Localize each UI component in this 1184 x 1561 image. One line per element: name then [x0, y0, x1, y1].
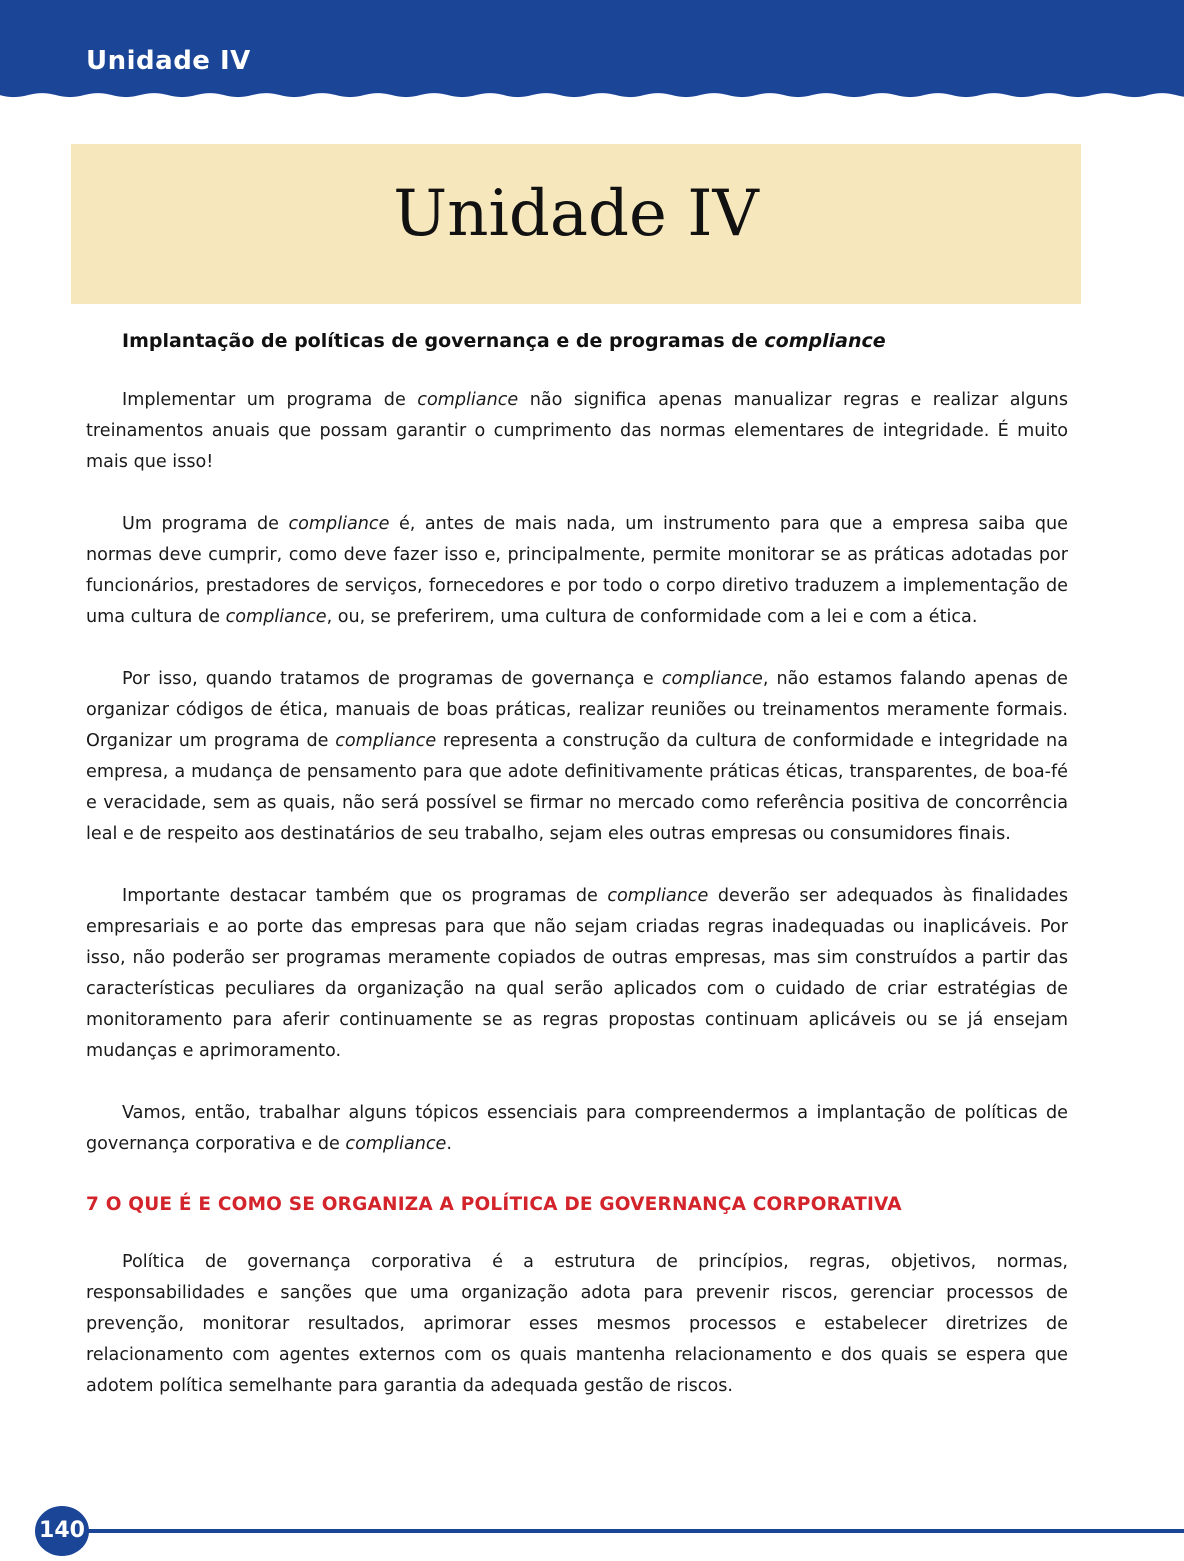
paragraph-text: é, antes de mais nada, um instrumento para que a empresa saiba que normas deve cumprir, como deve fazer isso e, principalmente, permite monitorar se as práticas adotadas por funcionários, prestadores de serviços, fornecedores e por todo o corpo diretivo traduzem a implementação de uma cultura de — [86, 514, 1069, 627]
subtitle-text: Implantação de políticas de governança e de programas de — [122, 330, 765, 352]
paragraph-text: Importante destacar também que os programas de — [122, 886, 608, 906]
paragraph — [86, 664, 1068, 850]
header-unit-label: Unidade IV — [86, 46, 251, 76]
emphasis-term: compliance — [661, 669, 763, 689]
emphasis-term: compliance — [417, 390, 519, 410]
paragraph-text: deverão ser adequados às finalidades empresariais e ao porte das empresas para que não sejam criadas regras inadequadas ou inaplicáveis. Por isso, não poderão ser programas meramente copiados de outras empresas, mas sim construídos a partir das características peculiares da organização na qual serão aplicados com o cuidado de criar estratégias de monitoramento para aferir continuamente se as regras propostas continuam aplicáveis ou se já ensejam mudanças e aprimoramento. — [86, 886, 1068, 1061]
emphasis-term: compliance — [288, 514, 390, 534]
footer-rule — [86, 1529, 1184, 1533]
paragraph — [86, 881, 1068, 1067]
section-paragraph: Política de governança corporativa é a estrutura de princípios, regras, objetivos, normas, responsabilidades e sanções que uma organização adota para prevenir riscos, gerenciar processos de prevenção, monitorar resultados, aprimorar esses mesmos processos e estabelecer diretrizes de relacionamento com agentes externos com os quais mantenha relacionamento e dos quais se espera que adotem política semelhante para garantia da adequada gestão de riscos. — [86, 1252, 1068, 1396]
emphasis-term: compliance — [335, 731, 437, 751]
paragraph-text: Um programa de — [122, 514, 289, 534]
paragraph-text: Por isso, quando tratamos de programas de governança e — [122, 669, 662, 689]
paragraph-text: . — [446, 1134, 452, 1154]
emphasis-term: compliance — [225, 607, 327, 627]
page-number-badge: 140 — [35, 1506, 89, 1556]
paragraph-text: representa a construção da cultura de conformidade e integridade na empresa, a mudança de pensamento para que adote definitivamente práticas éticas, transparentes, de boa-fé e veracidade, sem as quais, não será possível se firmar no mercado como referência positiva de concorrência leal e de respeito aos destinatários de seu trabalho, sejam eles outras empresas ou consumidores finais. — [86, 731, 1068, 844]
paragraph-text: não significa apenas manualizar regras e realizar alguns treinamentos anuais que possam garantir o cumprimento das normas elementares de integridade. É muito mais que isso! — [86, 390, 1068, 472]
section-subtitle — [86, 326, 1068, 357]
emphasis-term: compliance — [345, 1134, 447, 1154]
paragraph — [86, 509, 1068, 633]
paragraph-text: Implementar um programa de — [122, 390, 418, 410]
paragraph-text: , não estamos falando apenas de organizar códigos de ética, manuais de boas práticas, realizar reuniões ou treinamentos meramente formais. Organizar um programa de — [86, 669, 1068, 751]
section-heading: 7 O QUE É E COMO SE ORGANIZA A POLÍTICA DE GOVERNANÇA CORPORATIVA — [86, 1194, 902, 1215]
header-wave-decoration — [0, 84, 1184, 106]
page-content — [86, 326, 1068, 1433]
paragraph — [86, 385, 1068, 478]
paragraph-text: , ou, se preferirem, uma cultura de conformidade com a lei e com a ética. — [326, 607, 978, 627]
unit-title-banner — [71, 144, 1081, 304]
intro-paragraphs — [86, 385, 1068, 1160]
paragraph — [86, 1098, 1068, 1160]
paragraph-text: Vamos, então, trabalhar alguns tópicos essenciais para compreendermos a implantação de políticas de governança corporativa e de — [86, 1103, 1068, 1154]
emphasis-term: compliance — [607, 886, 709, 906]
unit-title: Unidade IV — [393, 177, 759, 251]
subtitle-emphasis: compliance — [764, 330, 886, 352]
